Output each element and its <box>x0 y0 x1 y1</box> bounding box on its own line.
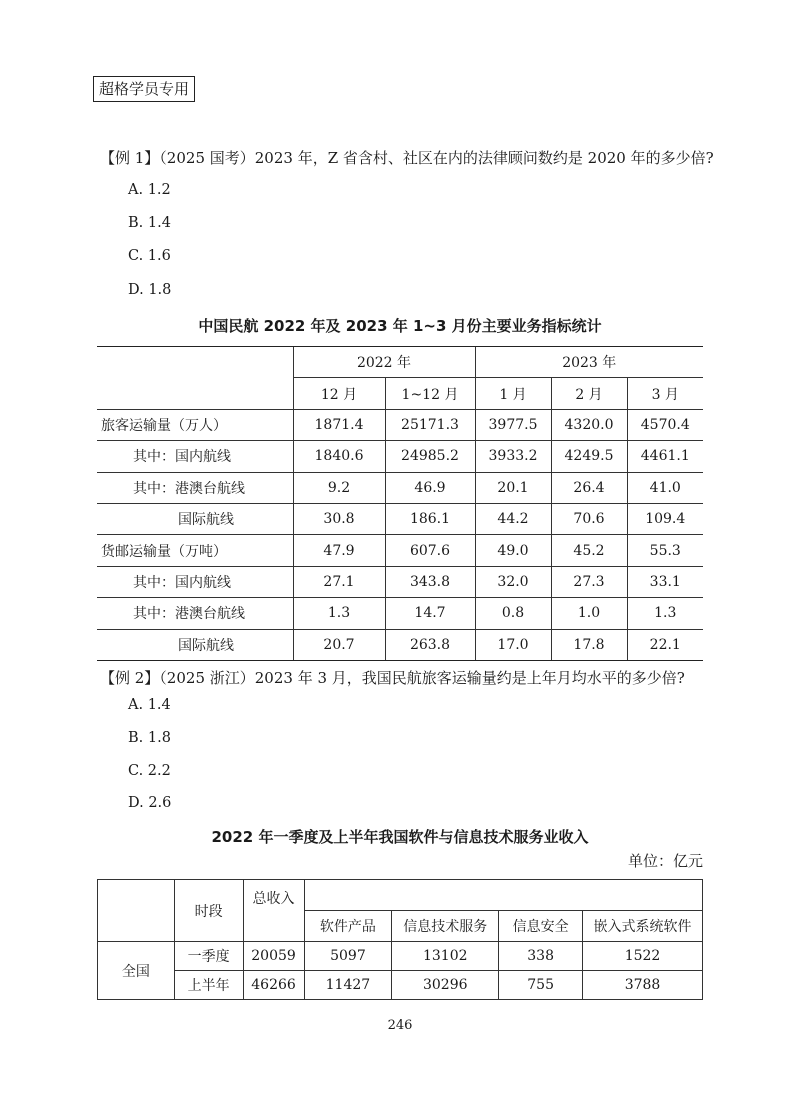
period-cell: 上半年 <box>174 971 243 1000</box>
cell: 41.0 <box>627 472 703 503</box>
row-label: 货邮运输量（万吨） <box>101 543 227 560</box>
row-label: 其中：港澳台航线 <box>133 480 245 497</box>
cell: 20059 <box>243 942 304 971</box>
row-label: 国际航线 <box>97 629 293 660</box>
table-row <box>97 503 703 534</box>
cell: 4461.1 <box>627 441 703 472</box>
cell: 3788 <box>583 971 703 1000</box>
year-2023-header: 2023 年 <box>475 347 703 378</box>
student-only-tag: 超格学员专用 <box>93 76 195 102</box>
corner-cell <box>98 880 175 942</box>
cell: 47.9 <box>293 535 385 566</box>
cell: 1871.4 <box>293 409 385 440</box>
row-label: 其中：国内航线 <box>133 449 231 466</box>
cell: 3933.2 <box>475 441 551 472</box>
cell: 20.7 <box>293 629 385 660</box>
cell: 70.6 <box>551 503 627 534</box>
cell: 1.0 <box>551 598 627 629</box>
cell: 5097 <box>304 942 392 971</box>
row-label: 其中：港澳台航线 <box>133 606 245 623</box>
cell: 55.3 <box>627 535 703 566</box>
cell: 32.0 <box>475 566 551 597</box>
q2-option-c: C. 2.2 <box>128 763 171 779</box>
software-revenue-table <box>97 879 703 1000</box>
table-row <box>97 472 703 503</box>
table-row <box>98 971 703 1000</box>
cell: 0.8 <box>475 598 551 629</box>
cell: 20.1 <box>475 472 551 503</box>
cell: 44.2 <box>475 503 551 534</box>
q2-option-d: D. 2.6 <box>128 795 172 811</box>
cell: 13102 <box>392 942 499 971</box>
cell: 22.1 <box>627 629 703 660</box>
table-row <box>97 409 703 440</box>
cell: 343.8 <box>385 566 475 597</box>
question-1-text: 【例 1】（2025 国考）2023 年，Z 省含村、社区在内的法律顾问数约是 2020 年的多少倍? <box>100 149 714 167</box>
cell: 46266 <box>243 971 304 1000</box>
cell: 3977.5 <box>475 409 551 440</box>
col-header: 嵌入式系统软件 <box>583 911 703 942</box>
cell: 27.3 <box>551 566 627 597</box>
q1-option-c: C. 1.6 <box>128 248 171 264</box>
period-cell: 一季度 <box>174 942 243 971</box>
q2-option-b: B. 1.8 <box>128 730 171 746</box>
cell: 45.2 <box>551 535 627 566</box>
row-label: 其中：国内航线 <box>133 574 231 591</box>
page-number: 246 <box>387 1018 413 1033</box>
table-row <box>97 535 703 566</box>
cell: 1522 <box>583 942 703 971</box>
col-header: 信息安全 <box>499 911 583 942</box>
cell: 109.4 <box>627 503 703 534</box>
cell: 9.2 <box>293 472 385 503</box>
col-header: 1 月 <box>475 378 551 409</box>
table-row <box>97 441 703 472</box>
cell: 27.1 <box>293 566 385 597</box>
cell: 46.9 <box>385 472 475 503</box>
col-header: 信息技术服务 <box>392 911 499 942</box>
cell: 30296 <box>392 971 499 1000</box>
q1-option-d: D. 1.8 <box>128 282 172 298</box>
cell: 263.8 <box>385 629 475 660</box>
table-row <box>97 566 703 597</box>
cell: 24985.2 <box>385 441 475 472</box>
col-header: 3 月 <box>627 378 703 409</box>
corner-cell <box>97 347 293 410</box>
cell: 1.3 <box>627 598 703 629</box>
q2-option-a: A. 1.4 <box>128 697 171 713</box>
cell: 25171.3 <box>385 409 475 440</box>
cell: 14.7 <box>385 598 475 629</box>
col-header: 软件产品 <box>304 911 392 942</box>
row-label: 国际航线 <box>178 512 234 529</box>
aviation-stats-table <box>97 346 703 661</box>
cell: 17.0 <box>475 629 551 660</box>
year-2022-header: 2022 年 <box>293 347 475 378</box>
cell: 17.8 <box>551 629 627 660</box>
sub-header-group <box>304 880 703 911</box>
col-header: 1~12 月 <box>385 378 475 409</box>
total-header: 总收入 <box>243 880 304 942</box>
cell: 11427 <box>304 971 392 1000</box>
table1-title: 中国民航 2022 年及 2023 年 1~3 月份主要业务指标统计 <box>198 317 602 335</box>
cell: 755 <box>499 971 583 1000</box>
table-row <box>98 942 703 971</box>
col-header: 2 月 <box>551 378 627 409</box>
row-label: 旅客运输量（万人） <box>101 417 227 434</box>
q1-option-b: B. 1.4 <box>128 215 171 231</box>
period-header: 时段 <box>174 880 243 942</box>
region-cell: 全国 <box>98 942 175 1000</box>
table-row <box>97 629 703 660</box>
table-row <box>97 598 703 629</box>
cell: 4249.5 <box>551 441 627 472</box>
cell: 33.1 <box>627 566 703 597</box>
table2-title: 2022 年一季度及上半年我国软件与信息技术服务业收入 <box>211 828 589 846</box>
cell: 1840.6 <box>293 441 385 472</box>
cell: 26.4 <box>551 472 627 503</box>
cell: 186.1 <box>385 503 475 534</box>
cell: 4320.0 <box>551 409 627 440</box>
cell: 30.8 <box>293 503 385 534</box>
q1-option-a: A. 1.2 <box>128 182 171 198</box>
col-header: 12 月 <box>293 378 385 409</box>
cell: 607.6 <box>385 535 475 566</box>
unit-label: 单位：亿元 <box>627 852 703 870</box>
question-2-text: 【例 2】（2025 浙江）2023 年 3 月，我国民航旅客运输量约是上年月均水平的多少倍? <box>100 669 685 687</box>
cell: 4570.4 <box>627 409 703 440</box>
cell: 49.0 <box>475 535 551 566</box>
cell: 1.3 <box>293 598 385 629</box>
cell: 338 <box>499 942 583 971</box>
